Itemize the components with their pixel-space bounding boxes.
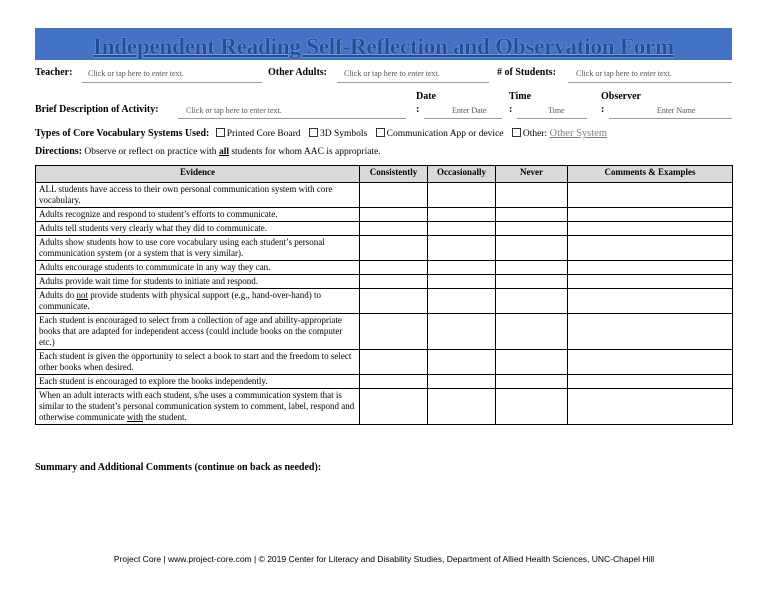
- directions-label: Directions:: [35, 146, 83, 157]
- option-label: Other:: [522, 129, 548, 139]
- header-never: Never: [496, 166, 568, 183]
- checkbox-icon: [376, 128, 385, 137]
- table-row: [36, 222, 733, 236]
- date-field[interactable]: Enter Date: [452, 106, 487, 115]
- table-row: [36, 375, 733, 389]
- occasionally-cell[interactable]: [428, 389, 496, 425]
- evidence-cell: [36, 375, 360, 389]
- never-cell[interactable]: [496, 350, 568, 375]
- never-cell[interactable]: [496, 275, 568, 289]
- evidence-cell: [36, 275, 360, 289]
- summary-label: Summary and Additional Comments (continue on back as needed):: [35, 462, 322, 473]
- evidence-cell: [36, 314, 360, 350]
- checkbox-other[interactable]: [512, 129, 547, 139]
- occasionally-cell[interactable]: [428, 208, 496, 222]
- observer-field[interactable]: Enter Name: [657, 106, 696, 115]
- checkbox-icon: [216, 128, 225, 137]
- header-occasionally: Occasionally: [428, 166, 496, 183]
- vocab-label: Types of Core Vocabulary Systems Used:: [35, 128, 210, 139]
- occasionally-cell[interactable]: [428, 289, 496, 314]
- table-row: [36, 314, 733, 350]
- date-underline: [424, 118, 502, 119]
- observer-label: Observer: [601, 91, 641, 102]
- occasionally-cell[interactable]: [428, 222, 496, 236]
- evidence-cell: [36, 222, 360, 236]
- students-field[interactable]: Click or tap here to enter text.: [576, 69, 672, 78]
- table-row: [36, 208, 733, 222]
- consistently-cell[interactable]: [360, 389, 428, 425]
- evidence-text-end: provide students with physical support (e.g., hand-over-hand) to communicate.: [39, 290, 322, 311]
- time-field[interactable]: Time: [548, 106, 565, 115]
- table-row: [36, 389, 733, 425]
- comments-cell[interactable]: [568, 222, 733, 236]
- evidence-cell: [36, 389, 360, 425]
- page-title: Independent Reading Self-Reflection and Observation Form: [92, 34, 675, 59]
- comments-cell[interactable]: [568, 289, 733, 314]
- directions-text: Observe or reflect on practice with: [82, 147, 219, 157]
- evidence-emphasis: not: [76, 290, 89, 300]
- table-row: [36, 350, 733, 375]
- checkbox-printed-core-board[interactable]: [216, 129, 301, 139]
- other-adults-field[interactable]: Click or tap here to enter text.: [344, 69, 440, 78]
- comments-cell[interactable]: [568, 389, 733, 425]
- never-cell[interactable]: [496, 314, 568, 350]
- other-adults-underline: [337, 82, 489, 83]
- consistently-cell[interactable]: [360, 275, 428, 289]
- comments-cell[interactable]: [568, 183, 733, 208]
- footer: Project Core | www.project-core.com | © 2019 Center for Literacy and Disability Studies, Department of Allied Health Sciences, UNC-Chapel Hill: [113, 554, 655, 564]
- evidence-cell: [36, 236, 360, 261]
- evidence-table: [35, 165, 733, 425]
- consistently-cell[interactable]: [360, 289, 428, 314]
- evidence-text-end: the student.: [143, 412, 187, 422]
- table-header-row: [36, 166, 733, 183]
- occasionally-cell[interactable]: [428, 261, 496, 275]
- never-cell[interactable]: [496, 222, 568, 236]
- evidence-text: Adults recognize and respond to student’s efforts to communicate.: [39, 209, 278, 219]
- never-cell[interactable]: [496, 183, 568, 208]
- evidence-text: Each student is given the opportunity to select a book to start and the freedom to select other books when desired.: [39, 351, 352, 372]
- other-system-field[interactable]: Other System: [549, 128, 607, 139]
- consistently-cell[interactable]: [360, 261, 428, 275]
- evidence-text: When an adult interacts with each student, s/he uses a communication system that is similar to the student’s personal communication system to comment, label, respond and otherwise communicate: [39, 390, 355, 422]
- activity-field[interactable]: Click or tap here to enter text.: [186, 106, 282, 115]
- comments-cell[interactable]: [568, 314, 733, 350]
- observer-underline: [609, 118, 732, 119]
- evidence-text: ALL students have access to their own personal communication system with core vocabulary.: [39, 184, 333, 205]
- consistently-cell[interactable]: [360, 183, 428, 208]
- header-comments: Comments & Examples: [568, 166, 733, 183]
- occasionally-cell[interactable]: [428, 275, 496, 289]
- option-label: 3D Symbols: [320, 129, 368, 139]
- option-label: Communication App or device: [386, 129, 504, 139]
- consistently-cell[interactable]: [360, 350, 428, 375]
- evidence-cell: [36, 208, 360, 222]
- table-row: [36, 183, 733, 208]
- never-cell[interactable]: [496, 261, 568, 275]
- table-row: [36, 261, 733, 275]
- checkbox-icon: [512, 128, 521, 137]
- evidence-emphasis: with: [126, 412, 143, 422]
- table-row: [36, 236, 733, 261]
- vocab-row: [35, 128, 607, 139]
- consistently-cell[interactable]: [360, 375, 428, 389]
- header-consistently: Consistently: [360, 166, 428, 183]
- option-label: Printed Core Board: [226, 129, 301, 139]
- date-colon: :: [416, 104, 420, 115]
- time-underline: [517, 118, 587, 119]
- table-row: [36, 289, 733, 314]
- date-label: Date: [416, 91, 436, 102]
- consistently-cell[interactable]: [360, 222, 428, 236]
- observer-colon: :: [601, 104, 605, 115]
- other-adults-label: Other Adults:: [268, 67, 327, 78]
- evidence-cell: [36, 261, 360, 275]
- occasionally-cell[interactable]: [428, 314, 496, 350]
- comments-cell[interactable]: [568, 275, 733, 289]
- directions: [35, 146, 381, 157]
- evidence-text: Adults do: [39, 290, 77, 300]
- checkbox-icon: [309, 128, 318, 137]
- teacher-label: Teacher:: [35, 67, 73, 78]
- table-row: [36, 275, 733, 289]
- checkbox-communication-app[interactable]: [376, 129, 504, 139]
- time-colon: :: [509, 104, 513, 115]
- consistently-cell[interactable]: [360, 314, 428, 350]
- evidence-cell: [36, 183, 360, 208]
- evidence-text: Adults show students how to use core vocabulary using each student’s personal communication system (or a system that is very similar).: [39, 237, 325, 258]
- evidence-text: Adults provide wait time for students to initiate and respond.: [39, 276, 258, 286]
- comments-cell[interactable]: [568, 350, 733, 375]
- never-cell[interactable]: [496, 375, 568, 389]
- checkbox-3d-symbols[interactable]: [309, 129, 367, 139]
- occasionally-cell[interactable]: [428, 236, 496, 261]
- evidence-text: Adults tell students very clearly what they did to communicate.: [39, 223, 267, 233]
- comments-cell[interactable]: [568, 375, 733, 389]
- evidence-text: Each student is encouraged to explore the books independently.: [39, 376, 268, 386]
- evidence-text: Adults encourage students to communicate in any way they can.: [39, 262, 271, 272]
- title-banner: [35, 28, 732, 60]
- teacher-underline: [82, 82, 262, 83]
- evidence-cell: [36, 289, 360, 314]
- header-evidence: Evidence: [36, 166, 360, 183]
- evidence-cell: [36, 350, 360, 375]
- never-cell[interactable]: [496, 236, 568, 261]
- occasionally-cell[interactable]: [428, 183, 496, 208]
- occasionally-cell[interactable]: [428, 350, 496, 375]
- comments-cell[interactable]: [568, 208, 733, 222]
- occasionally-cell[interactable]: [428, 375, 496, 389]
- consistently-cell[interactable]: [360, 236, 428, 261]
- directions-emphasis: all: [218, 147, 229, 157]
- never-cell[interactable]: [496, 289, 568, 314]
- students-underline: [568, 82, 732, 83]
- directions-text-end: students for whom AAC is appropriate.: [228, 147, 381, 157]
- time-label: Time: [509, 91, 532, 102]
- never-cell[interactable]: [496, 389, 568, 425]
- teacher-field[interactable]: Click or tap here to enter text.: [88, 69, 184, 78]
- activity-label: Brief Description of Activity:: [35, 104, 159, 115]
- consistently-cell[interactable]: [360, 208, 428, 222]
- activity-underline: [178, 118, 406, 119]
- never-cell[interactable]: [496, 208, 568, 222]
- students-label: # of Students:: [497, 67, 556, 78]
- comments-cell[interactable]: [568, 261, 733, 275]
- evidence-text: Each student is encouraged to select from a collection of age and ability-appropriate books that are adapted for independent access (could include books on the computer etc.): [39, 315, 343, 347]
- comments-cell[interactable]: [568, 236, 733, 261]
